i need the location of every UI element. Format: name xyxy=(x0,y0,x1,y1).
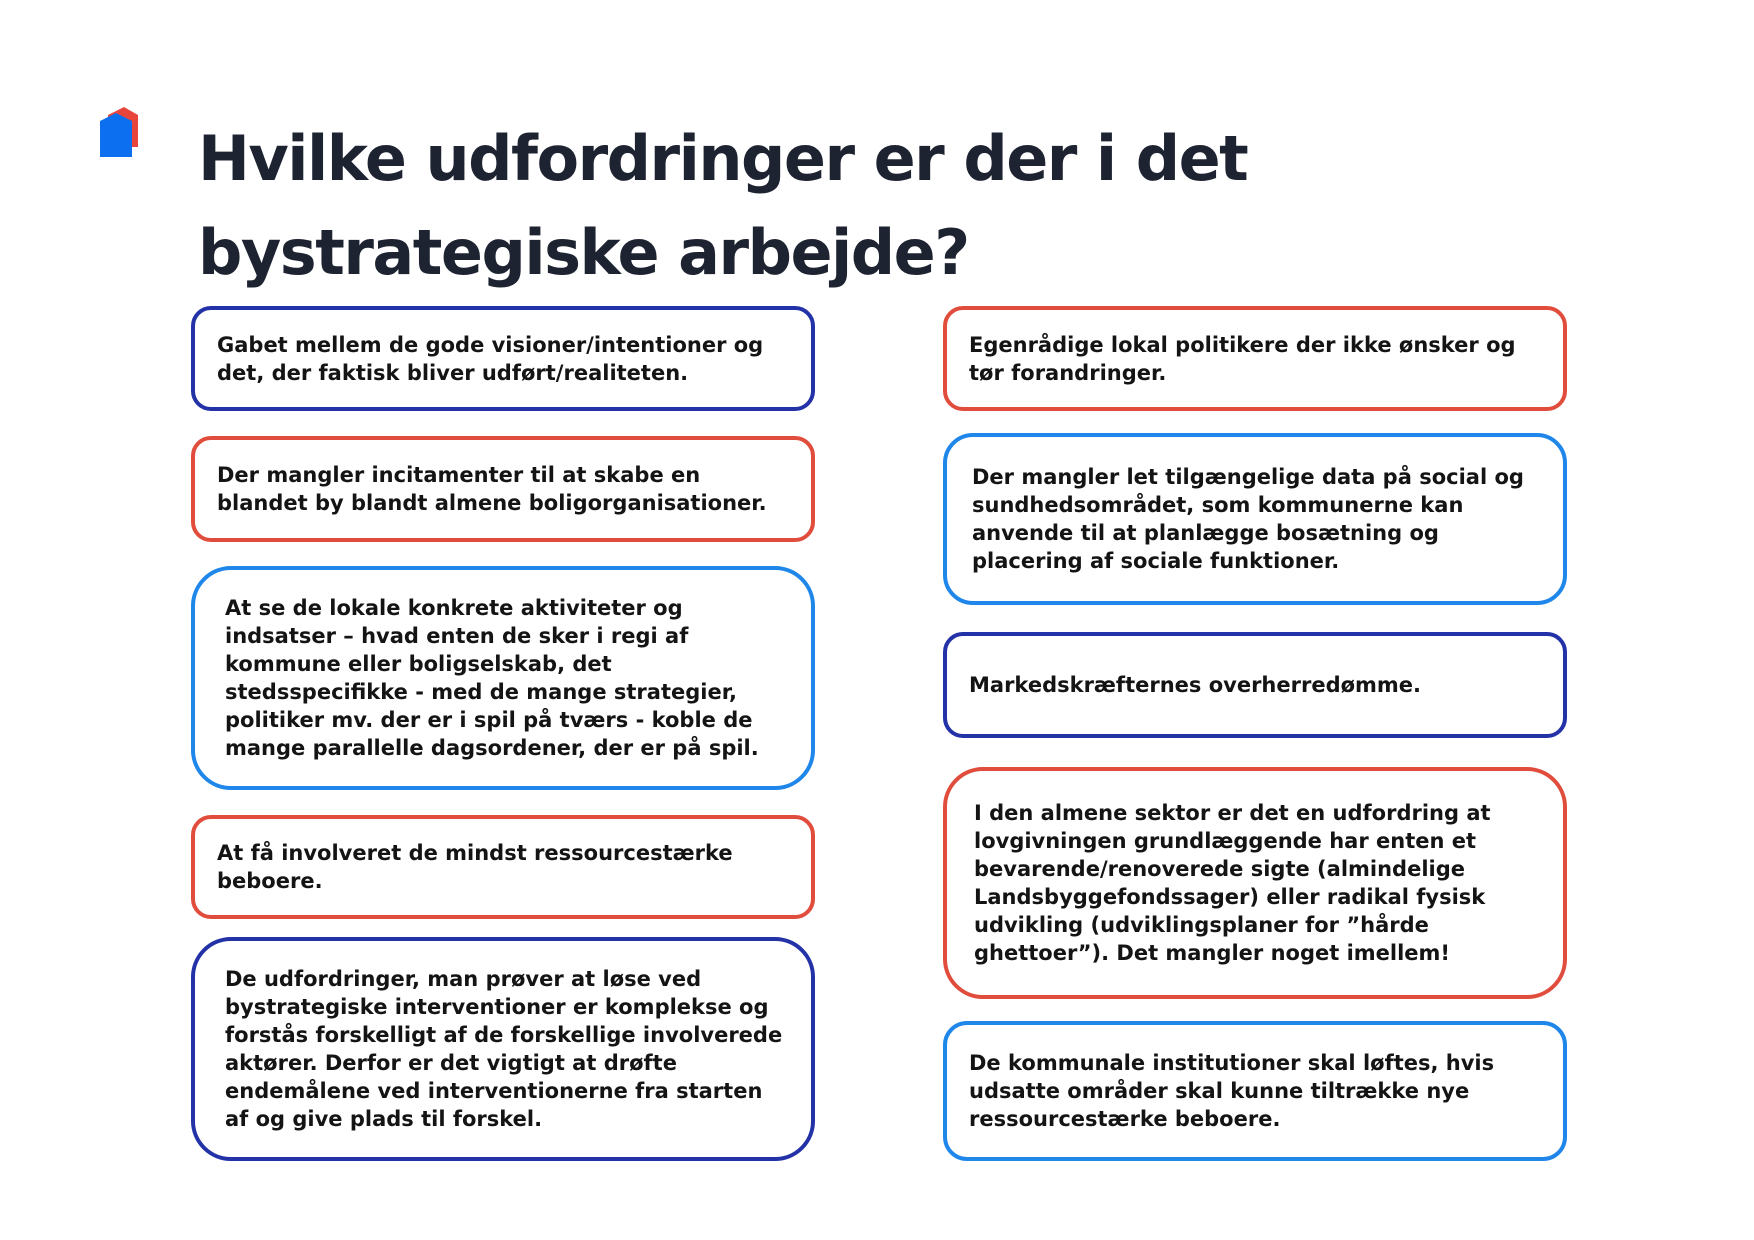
challenge-text: Egenrådige lokal politikere der ikke ønsker og tør forandringer. xyxy=(969,332,1516,385)
house-logo-icon xyxy=(98,107,142,157)
challenge-card xyxy=(191,815,815,919)
page-title: Hvilke udfordringer er der i det bystrategiske arbejde? xyxy=(198,122,1248,289)
challenge-text: Gabet mellem de gode visioner/intentioner og det, der faktisk bliver udført/realiteten. xyxy=(217,332,764,385)
challenge-card xyxy=(943,767,1567,999)
challenge-text: Der mangler incitamenter til at skabe en blandet by blandt almene boligorganisationer. xyxy=(217,463,767,515)
challenge-card xyxy=(191,436,815,542)
challenge-text: Markedskræfternes overherredømme. xyxy=(969,673,1422,697)
challenge-card xyxy=(191,306,815,411)
challenge-card xyxy=(943,1021,1567,1161)
challenge-card xyxy=(191,566,815,790)
challenge-text: At få involveret de mindst ressourcestærke beboere. xyxy=(217,841,733,893)
challenge-text: I den almene sektor er det en udfordring at lovgivningen grundlæggende har enten et bevarende/renoverede sigte (almindelige Landsbyggefondssager) eller radikal fysisk udvikling (udviklingsplaner for ”hårde ghettoer”). Det mangler noget imellem! xyxy=(974,801,1491,965)
challenge-text: At se de lokale konkrete aktiviteter og indsatser – hvad enten de sker i regi af kommune eller boligselskab, det stedsspecifikke - med de mange strategier, politiker mv. der er i spil på tværs - koble de mange parallelle dagsordener, der er på spil. xyxy=(225,596,759,760)
challenge-text: De udfordringer, man prøver at løse ved bystrategiske interventioner er komplekse og forstås forskelligt af de forskellige involverede aktører. Derfor er det vigtigt at drøfte endemålene ved interventionerne fra starten af og give plads til forskel. xyxy=(225,967,783,1131)
challenge-card xyxy=(943,306,1567,411)
challenge-text: Der mangler let tilgængelige data på social og sundhedsområdet, som kommunerne kan anvende til at planlægge bosætning og placering af sociale funktioner. xyxy=(972,465,1524,573)
challenge-text: De kommunale institutioner skal løftes, hvis udsatte områder skal kunne tiltrække nye ressourcestærke beboere. xyxy=(969,1051,1495,1131)
challenge-card xyxy=(943,433,1567,605)
challenge-card xyxy=(191,937,815,1161)
challenge-card xyxy=(943,632,1567,738)
